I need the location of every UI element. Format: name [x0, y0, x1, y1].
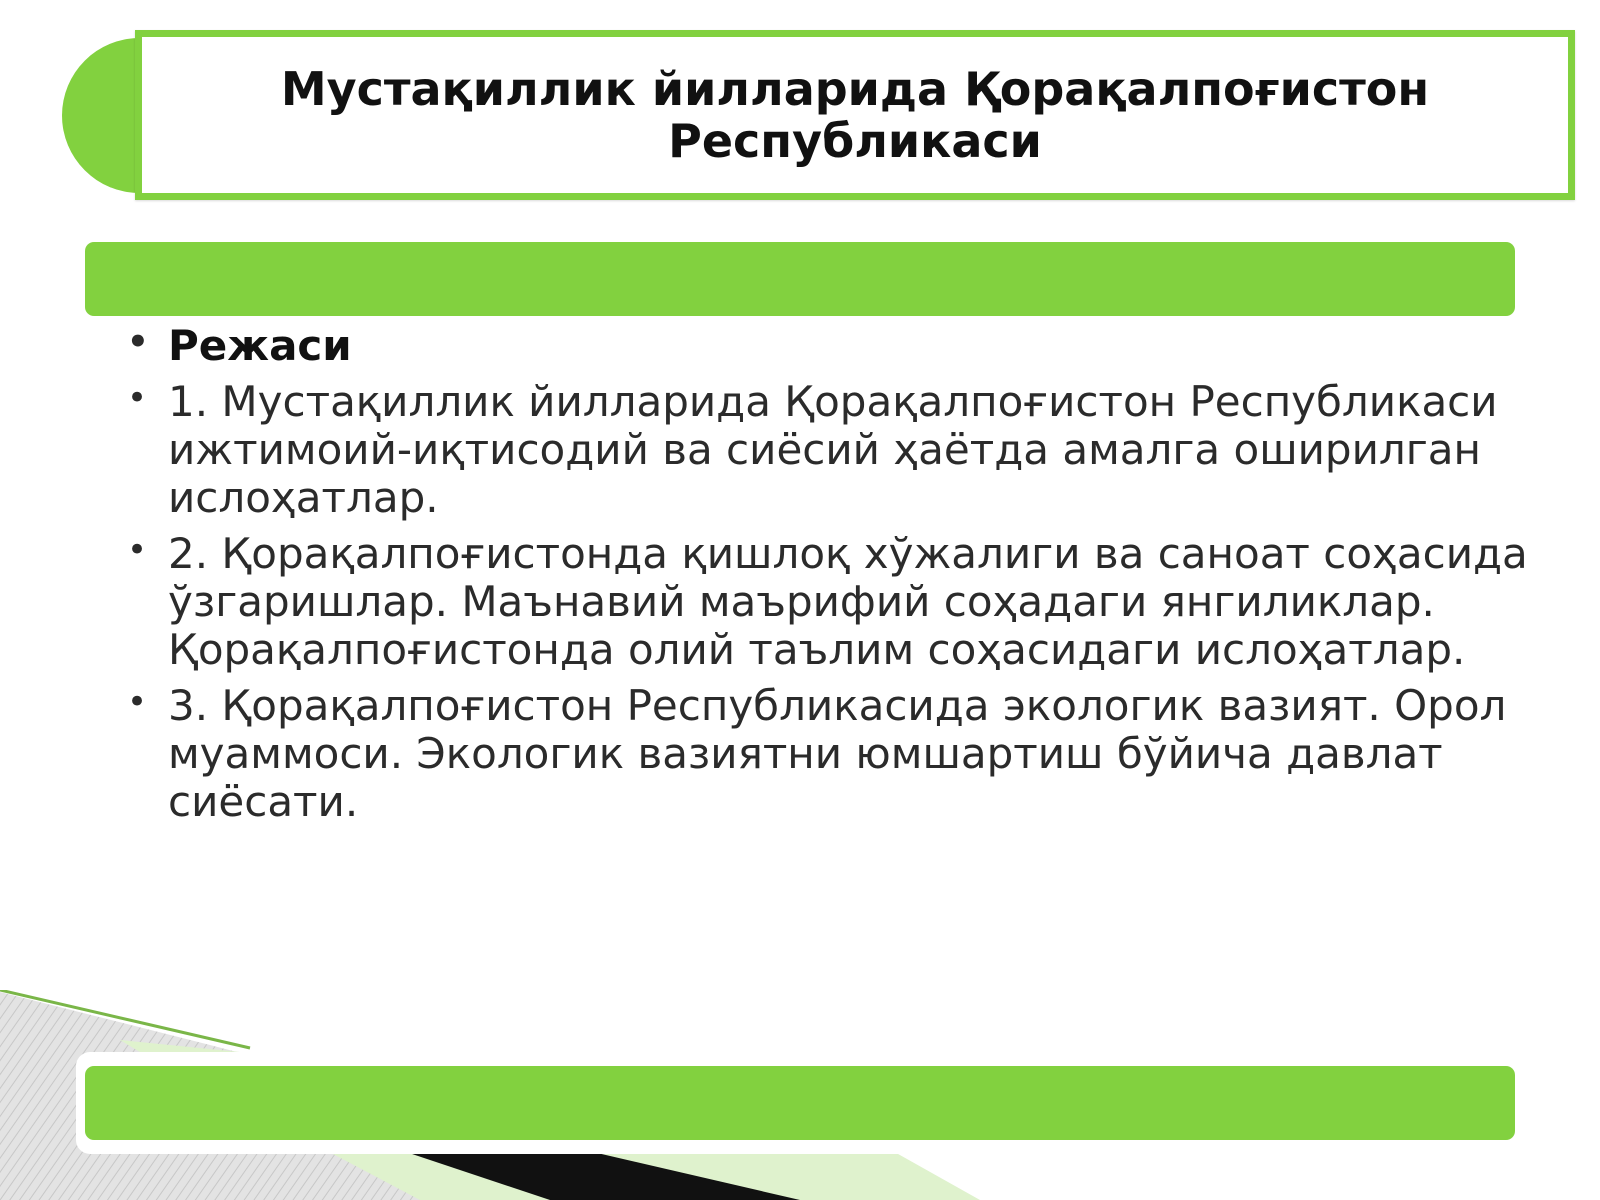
plan-item-3: • 3. Қорақалпоғистон Республикасида экологик вазият. Орол муаммоси. Экологик вазиятни юмшартиш бўйича давлат сиёсати.: [120, 682, 1540, 826]
top-accent-bar: [85, 242, 1515, 316]
title-box: [135, 30, 1575, 200]
plan-item-2: • 2. Қорақалпоғистонда қишлоқ хўжалиги ва саноат соҳасида ўзгаришлар. Маънавий маърифий соҳадаги янгиликлар. Қорақалпоғистонда олий таълим соҳасидаги ислоҳатлар.: [120, 530, 1540, 674]
plan-heading: • Режаси: [120, 322, 1540, 370]
plan-item-1: • 1. Мустақиллик йилларида Қорақалпоғистон Республикаси ижтимоий-иқтисодий ва сиёсий ҳаётда амалга оширилган ислоҳатлар.: [120, 378, 1540, 522]
plan-list: [120, 322, 1540, 826]
content-area: [120, 322, 1540, 834]
bottom-accent-bar: [85, 1066, 1515, 1140]
slide-title: Мустақиллик йилларида Қорақалпоғистон Республикаси: [280, 62, 1430, 168]
